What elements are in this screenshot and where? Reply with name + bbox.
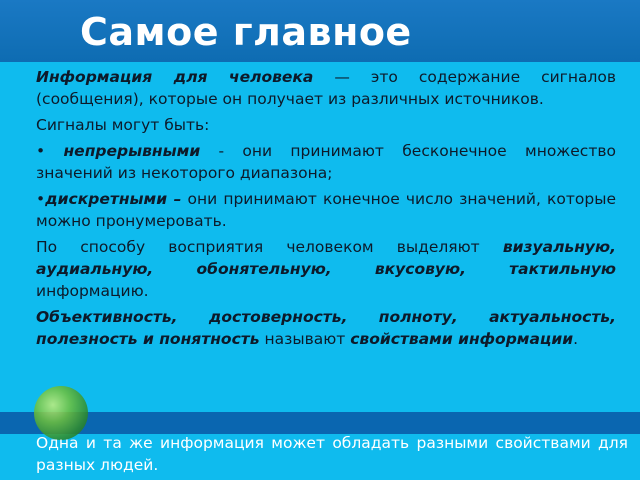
paragraph-conclusion: Одна и та же информация может обладать разными свойствами для разных людей. <box>36 434 628 474</box>
term-information: Информация для человека <box>36 68 314 86</box>
lower-band <box>0 412 640 434</box>
continuous-text: - они принимают бесконечное множество значений из некоторого диапазона; <box>36 142 616 182</box>
paragraph-properties <box>24 306 616 350</box>
bullet: • <box>36 142 46 160</box>
perception-start: По способу восприятия человеком выделяют <box>36 238 503 256</box>
properties-mid: называют <box>259 330 351 348</box>
slide-title: Самое главное <box>80 10 412 54</box>
term-discrete: дискретными – <box>45 190 182 208</box>
term-continuous: непрерывными <box>63 142 201 160</box>
definition-text: это содержание сигналов (сообщения), которые он получает из различных источников. <box>36 68 616 108</box>
properties-terms: Объективность, достоверность, полноту, актуальность, полезность и понятность <box>36 308 616 348</box>
perception-end: информацию. <box>36 282 149 300</box>
slide-text <box>24 66 628 474</box>
paragraph-definition <box>24 66 616 110</box>
perception-terms: визуальную, аудиальную, обонятельную, вкусовую, тактильную <box>36 238 616 278</box>
term-properties: свойствами информации <box>350 330 574 348</box>
properties-end: . <box>573 330 579 348</box>
paragraph-continuous <box>24 140 616 184</box>
discrete-text: они принимают конечное число значений, которые можно пронумеровать. <box>36 190 616 230</box>
bullet: • <box>36 190 46 208</box>
paragraph-perception <box>24 236 616 302</box>
paragraph-signals: Сигналы могут быть: <box>36 116 210 134</box>
dash: — <box>313 68 371 86</box>
paragraph-discrete <box>24 188 616 232</box>
